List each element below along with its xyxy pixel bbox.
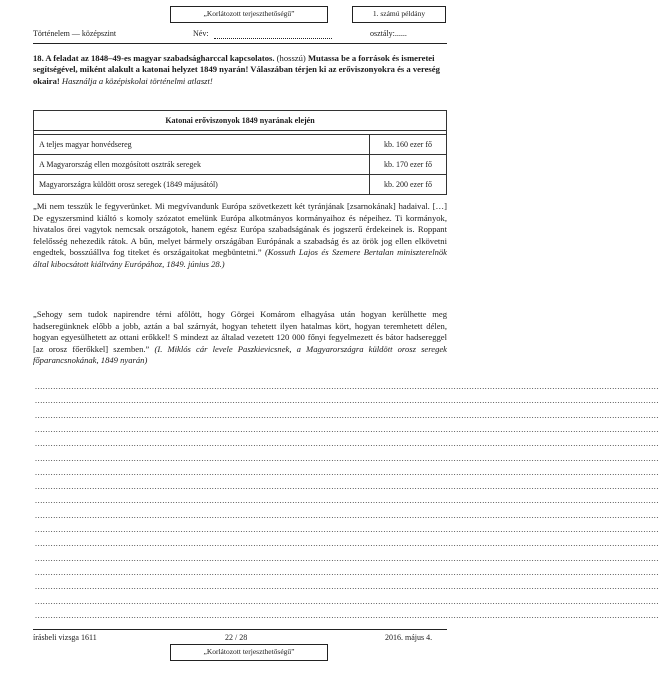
answer-line[interactable]: ................................................................................................................................................................................................................................................: [35, 396, 659, 406]
task-title: 18. A feladat az 1848–49-es magyar szabadságharccal kapcsolatos.: [33, 53, 275, 63]
exam-date: 2016. május 4.: [385, 633, 433, 642]
task-length: (hosszú): [276, 53, 306, 63]
class-dots: ......: [394, 29, 407, 38]
row-label: Magyarországra küldött orosz seregek (1849 májusától): [34, 175, 370, 195]
answer-line[interactable]: ................................................................................................................................................................................................................................................: [35, 596, 659, 606]
forces-table: [33, 110, 447, 195]
row-value: kb. 200 ezer fő: [370, 175, 447, 195]
table-row: [34, 175, 447, 195]
restricted-label-top: „Korlátozott terjeszthetőségű”: [170, 6, 328, 23]
source-quote-1: [33, 201, 447, 270]
row-label: A Magyarország ellen mozgósított osztrák seregek: [34, 155, 370, 175]
class-label-text: osztály:: [370, 29, 395, 38]
task-instruction: Mutassa be a források és ismeretei segítségével, miként alakult a katonai helyzet 1849 nyarán! Válaszában térjen ki az erőviszonyokra és a vereség okaira!: [33, 53, 440, 86]
subject-label: Történelem — középszint: [33, 29, 117, 38]
copy-number-box: 1. számú példány: [352, 6, 446, 23]
exam-code: írásbeli vizsga 1611: [33, 633, 97, 642]
answer-line[interactable]: ................................................................................................................................................................................................................................................: [35, 382, 659, 391]
answer-line[interactable]: ................................................................................................................................................................................................................................................: [35, 582, 659, 592]
answer-line[interactable]: ................................................................................................................................................................................................................................................: [35, 453, 659, 463]
row-label: A teljes magyar honvédsereg: [34, 135, 370, 155]
quote-1-text: „Mi nem tesszük le fegyverünket. Mi megvívandunk Európa szövetkezett két tyránjának [zsarnokának] hadaival. […] De egyszersmind kiáltó s komoly szózatot emelünk Európa alkotmányos kormányaihoz és népeihez. Ti kormányok, hivatalos őrei vagytok nemcsak országotok, hanem egész Európa szabadságának és jogszerű érdekeinek is. Roppant felelősség nehezedik rátok. A bűn, melyet bármely országában Európának a szabadság és az örök jog ellen elkövetni engedtek, bosszúállva fog titeket és országaitokat megbüntetni.”: [33, 201, 447, 257]
answer-line[interactable]: ................................................................................................................................................................................................................................................: [35, 553, 659, 563]
class-label: [370, 29, 407, 38]
answer-line[interactable]: ................................................................................................................................................................................................................................................: [35, 539, 659, 549]
answer-line[interactable]: ................................................................................................................................................................................................................................................: [35, 410, 659, 420]
answer-line[interactable]: ................................................................................................................................................................................................................................................: [35, 610, 659, 620]
answer-line[interactable]: ................................................................................................................................................................................................................................................: [35, 510, 659, 520]
table-row: [34, 135, 447, 155]
answer-line[interactable]: ................................................................................................................................................................................................................................................: [35, 424, 659, 434]
page-number: 22 / 28: [225, 633, 248, 642]
quote-1-source: (Kossuth Lajos és Szemere Bertalan miniszterelnök által kibocsátott kiáltvány Európához, 1849. június 28.): [33, 247, 447, 269]
row-value: kb. 170 ezer fő: [370, 155, 447, 175]
table-row: [34, 155, 447, 175]
quote-2-text: „Sehogy sem tudok napirendre térni afölött, hogy Görgei Komárom elhagyása után hogyan kerülhette meg hadseregünknek előbb a jobb, aztán a bal szárnyát, hogyan tehetett ilyen hatalmas kört, hogyan teremhetett délen, hogyan egyesülhetett az ottani erőkkel! S mindezt az általad vezetett 120 000 főnyi fegyelmezett és bátor hadsereggel [az orosz főerőkkel] szemben.”: [33, 309, 447, 354]
answer-line[interactable]: ................................................................................................................................................................................................................................................: [35, 496, 659, 506]
answer-line[interactable]: ................................................................................................................................................................................................................................................: [35, 482, 659, 492]
name-label: Név:: [193, 29, 209, 38]
name-line: [214, 38, 332, 39]
answer-line[interactable]: ................................................................................................................................................................................................................................................: [35, 567, 659, 577]
header-rule: [33, 43, 447, 44]
answer-line[interactable]: ................................................................................................................................................................................................................................................: [35, 439, 659, 449]
row-value: kb. 160 ezer fő: [370, 135, 447, 155]
table-heading: Katonai erőviszonyok 1849 nyarának elején: [34, 111, 447, 131]
restricted-label-bottom: „Korlátozott terjeszthetőségű”: [170, 644, 328, 661]
quote-2-source: (I. Miklós cár levele Paszkievicsnek, a Magyarországra küldött orosz seregek főparancsnokának, 1849 nyarán): [33, 343, 447, 365]
source-quote-2: [33, 309, 447, 367]
task-atlas-note: Használja a középiskolai történelmi atlaszt!: [61, 75, 213, 86]
footer-rule: [33, 629, 447, 630]
answer-line[interactable]: ................................................................................................................................................................................................................................................: [35, 467, 659, 477]
table-header-row: [34, 111, 447, 131]
answer-line[interactable]: ................................................................................................................................................................................................................................................: [35, 525, 659, 534]
task-instructions: [33, 53, 449, 87]
